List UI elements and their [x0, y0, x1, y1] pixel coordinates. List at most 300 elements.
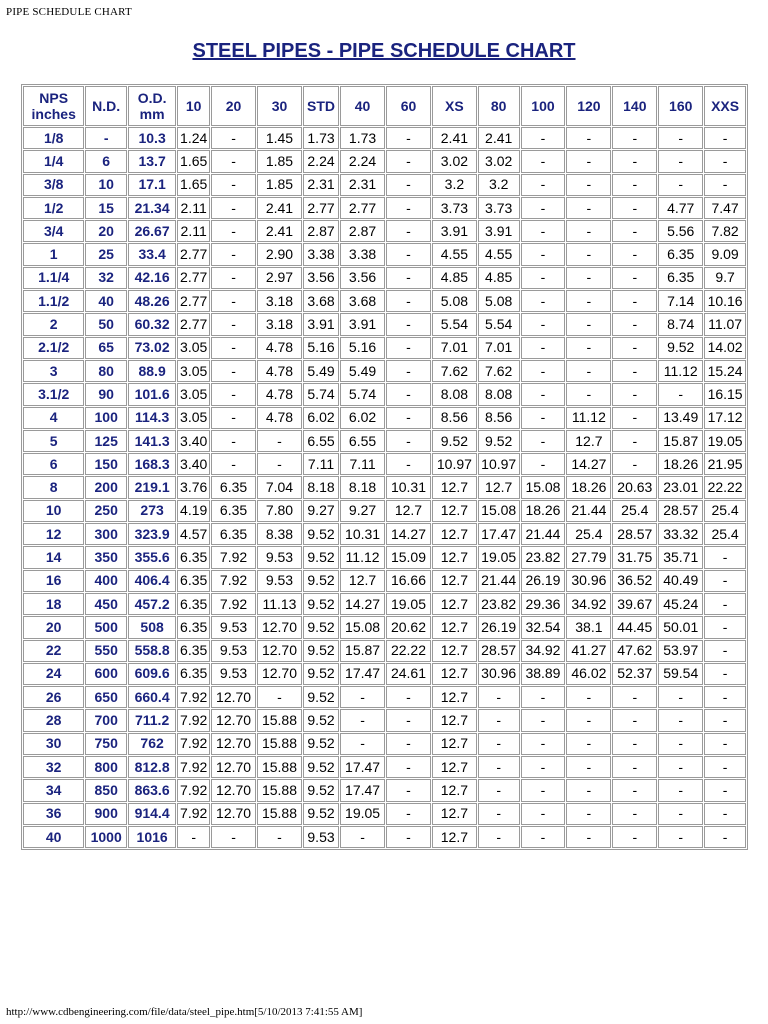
table-row: [23, 546, 746, 568]
table-cell: -: [386, 826, 431, 848]
table-key-cell: 660.4: [128, 686, 176, 708]
table-cell: 32.54: [521, 616, 566, 638]
table-cell: -: [612, 430, 657, 452]
table-row: [23, 756, 746, 778]
table-body: [23, 127, 746, 848]
table-cell: 26.19: [521, 570, 566, 592]
table-cell: 36.52: [612, 570, 657, 592]
table-cell: -: [386, 407, 431, 429]
table-key-cell: 21.34: [128, 197, 176, 219]
table-row: [23, 779, 746, 801]
table-cell: -: [211, 407, 256, 429]
table-cell: 38.1: [566, 616, 611, 638]
table-cell: -: [521, 779, 566, 801]
table-cell: 7.92: [211, 570, 256, 592]
table-cell: 5.16: [303, 337, 339, 359]
table-key-cell: 6: [23, 453, 84, 475]
table-key-cell: 350: [85, 546, 127, 568]
column-header-label: O.D.: [137, 90, 167, 106]
table-key-cell: 914.4: [128, 803, 176, 825]
table-cell: 41.27: [566, 640, 611, 662]
table-row: [23, 616, 746, 638]
table-key-cell: 200: [85, 476, 127, 498]
table-cell: 19.05: [478, 546, 520, 568]
table-cell: -: [211, 360, 256, 382]
table-row: [23, 383, 746, 405]
table-cell: 7.47: [704, 197, 746, 219]
column-header: [566, 86, 611, 126]
table-cell: 12.7: [432, 570, 477, 592]
table-cell: 9.53: [211, 640, 256, 662]
table-cell: -: [566, 290, 611, 312]
table-cell: 12.7: [432, 546, 477, 568]
table-cell: 1.73: [340, 127, 385, 149]
table-cell: 4.85: [432, 267, 477, 289]
table-cell: 6.55: [340, 430, 385, 452]
table-cell: 7.11: [340, 453, 385, 475]
table-key-cell: 150: [85, 453, 127, 475]
table-cell: 6.35: [177, 546, 210, 568]
table-key-cell: 323.9: [128, 523, 176, 545]
table-cell: 1.24: [177, 127, 210, 149]
column-header: [340, 86, 385, 126]
table-cell: -: [386, 313, 431, 335]
table-cell: -: [386, 779, 431, 801]
table-cell: 8.18: [303, 476, 339, 498]
table-cell: 6.35: [658, 243, 703, 265]
table-cell: 12.70: [257, 663, 302, 685]
table-cell: 3.91: [432, 220, 477, 242]
table-cell: 5.54: [478, 313, 520, 335]
table-cell: -: [612, 313, 657, 335]
table-cell: 15.08: [478, 500, 520, 522]
table-cell: 8.74: [658, 313, 703, 335]
table-cell: -: [566, 220, 611, 242]
table-cell: 24.61: [386, 663, 431, 685]
table-cell: 25.4: [704, 523, 746, 545]
table-cell: 34.92: [566, 593, 611, 615]
table-cell: 19.05: [386, 593, 431, 615]
table-cell: -: [612, 150, 657, 172]
table-cell: 6.55: [303, 430, 339, 452]
table-cell: -: [704, 150, 746, 172]
table-cell: 12.7: [432, 476, 477, 498]
table-cell: 9.52: [303, 779, 339, 801]
table-key-cell: 20: [85, 220, 127, 242]
table-cell: -: [386, 430, 431, 452]
table-key-cell: 355.6: [128, 546, 176, 568]
table-cell: 1.65: [177, 150, 210, 172]
table-cell: 23.82: [478, 593, 520, 615]
table-cell: -: [521, 174, 566, 196]
table-cell: 4.77: [658, 197, 703, 219]
table-key-cell: 20: [23, 616, 84, 638]
table-cell: 12.7: [432, 593, 477, 615]
table-cell: 12.70: [211, 686, 256, 708]
table-key-cell: 600: [85, 663, 127, 685]
table-cell: -: [211, 127, 256, 149]
table-cell: -: [566, 337, 611, 359]
table-cell: -: [612, 290, 657, 312]
table-cell: 2.77: [340, 197, 385, 219]
table-cell: 5.49: [340, 360, 385, 382]
table-cell: 21.95: [704, 453, 746, 475]
table-cell: -: [566, 756, 611, 778]
table-cell: -: [704, 663, 746, 685]
table-row: [23, 733, 746, 755]
table-key-cell: 33.4: [128, 243, 176, 265]
table-key-cell: -: [85, 127, 127, 149]
table-cell: 3.68: [340, 290, 385, 312]
table-cell: -: [612, 756, 657, 778]
table-cell: 9.27: [340, 500, 385, 522]
table-cell: 9.53: [211, 616, 256, 638]
table-cell: 28.57: [612, 523, 657, 545]
table-cell: -: [704, 593, 746, 615]
table-cell: 12.7: [386, 500, 431, 522]
table-key-cell: 22: [23, 640, 84, 662]
table-cell: 4.78: [257, 360, 302, 382]
table-cell: -: [211, 453, 256, 475]
table-cell: -: [386, 267, 431, 289]
table-cell: 7.11: [303, 453, 339, 475]
table-cell: 34.92: [521, 640, 566, 662]
table-cell: 6.35: [177, 663, 210, 685]
table-cell: 14.27: [386, 523, 431, 545]
table-key-cell: 800: [85, 756, 127, 778]
table-key-cell: 508: [128, 616, 176, 638]
table-key-cell: 273: [128, 500, 176, 522]
table-key-cell: 300: [85, 523, 127, 545]
table-cell: -: [566, 826, 611, 848]
table-cell: 3.73: [478, 197, 520, 219]
table-row: [23, 313, 746, 335]
table-cell: -: [211, 430, 256, 452]
table-cell: -: [566, 360, 611, 382]
table-cell: -: [704, 616, 746, 638]
table-cell: 3.38: [340, 243, 385, 265]
table-cell: -: [211, 267, 256, 289]
table-row: [23, 570, 746, 592]
table-cell: 12.7: [432, 709, 477, 731]
table-cell: 12.7: [432, 826, 477, 848]
table-key-cell: 3: [23, 360, 84, 382]
table-cell: 8.18: [340, 476, 385, 498]
table-key-cell: 15: [85, 197, 127, 219]
table-cell: 28.57: [478, 640, 520, 662]
table-row: [23, 150, 746, 172]
table-cell: -: [386, 360, 431, 382]
table-cell: 20.63: [612, 476, 657, 498]
table-cell: -: [211, 197, 256, 219]
table-key-cell: 12: [23, 523, 84, 545]
table-cell: -: [386, 243, 431, 265]
table-cell: -: [612, 453, 657, 475]
table-key-cell: 558.8: [128, 640, 176, 662]
table-key-cell: 2.1/2: [23, 337, 84, 359]
column-header-label: NPS: [39, 90, 69, 106]
table-cell: -: [386, 290, 431, 312]
table-cell: 2.31: [303, 174, 339, 196]
table-cell: 3.91: [303, 313, 339, 335]
table-cell: 2.77: [303, 197, 339, 219]
table-cell: 9.52: [303, 733, 339, 755]
table-cell: -: [386, 220, 431, 242]
table-cell: 2.41: [257, 197, 302, 219]
table-cell: 7.92: [211, 546, 256, 568]
table-cell: 1.73: [303, 127, 339, 149]
table-key-cell: 16: [23, 570, 84, 592]
table-cell: -: [521, 150, 566, 172]
table-cell: -: [340, 826, 385, 848]
table-header-row: [23, 86, 746, 126]
table-cell: 4.78: [257, 407, 302, 429]
table-key-cell: 141.3: [128, 430, 176, 452]
table-cell: -: [521, 826, 566, 848]
table-cell: -: [566, 197, 611, 219]
table-cell: 5.49: [303, 360, 339, 382]
table-cell: -: [704, 640, 746, 662]
table-cell: 12.7: [432, 523, 477, 545]
table-cell: 3.73: [432, 197, 477, 219]
table-key-cell: 1/2: [23, 197, 84, 219]
column-header: [658, 86, 703, 126]
table-cell: 9.52: [303, 640, 339, 662]
table-cell: 12.70: [211, 733, 256, 755]
column-header: [211, 86, 256, 126]
table-cell: 7.04: [257, 476, 302, 498]
table-cell: 7.92: [177, 686, 210, 708]
column-header-label: 20: [225, 98, 242, 114]
table-cell: -: [521, 407, 566, 429]
table-key-cell: 250: [85, 500, 127, 522]
table-cell: 31.75: [612, 546, 657, 568]
column-header: [432, 86, 477, 126]
column-header: [386, 86, 431, 126]
table-row: [23, 686, 746, 708]
table-cell: -: [521, 360, 566, 382]
table-cell: -: [704, 709, 746, 731]
column-header: [612, 86, 657, 126]
table-cell: 3.18: [257, 313, 302, 335]
table-key-cell: 1000: [85, 826, 127, 848]
column-header: [478, 86, 520, 126]
table-row: [23, 337, 746, 359]
table-key-cell: 3.1/2: [23, 383, 84, 405]
table-row: [23, 407, 746, 429]
table-cell: -: [521, 337, 566, 359]
table-cell: 7.82: [704, 220, 746, 242]
table-key-cell: 32: [23, 756, 84, 778]
column-header-label: inches: [31, 106, 76, 122]
table-cell: -: [704, 570, 746, 592]
table-cell: 9.53: [257, 546, 302, 568]
table-cell: 4.19: [177, 500, 210, 522]
table-cell: 14.27: [340, 593, 385, 615]
page-title: STEEL PIPES - PIPE SCHEDULE CHART: [192, 40, 576, 62]
pipe-schedule-table: [21, 84, 748, 850]
table-cell: 2.41: [478, 127, 520, 149]
table-cell: -: [521, 267, 566, 289]
table-cell: 3.2: [432, 174, 477, 196]
table-cell: -: [521, 430, 566, 452]
table-key-cell: 4: [23, 407, 84, 429]
table-cell: -: [521, 733, 566, 755]
table-cell: 29.36: [521, 593, 566, 615]
table-cell: -: [658, 803, 703, 825]
table-row: [23, 127, 746, 149]
table-cell: -: [386, 174, 431, 196]
table-cell: -: [566, 127, 611, 149]
table-cell: -: [521, 709, 566, 731]
table-cell: 9.27: [303, 500, 339, 522]
table-cell: -: [211, 243, 256, 265]
column-header: [521, 86, 566, 126]
table-cell: 52.37: [612, 663, 657, 685]
table-key-cell: 3/8: [23, 174, 84, 196]
table-cell: 33.32: [658, 523, 703, 545]
table-cell: 10.97: [478, 453, 520, 475]
table-key-cell: 609.6: [128, 663, 176, 685]
table-cell: 13.49: [658, 407, 703, 429]
table-cell: 19.05: [340, 803, 385, 825]
table-cell: -: [521, 220, 566, 242]
table-cell: 7.92: [211, 593, 256, 615]
column-header-label: 140: [623, 98, 647, 114]
table-cell: 39.67: [612, 593, 657, 615]
table-cell: 7.01: [432, 337, 477, 359]
table-cell: 7.80: [257, 500, 302, 522]
table-cell: 10.31: [386, 476, 431, 498]
table-cell: 2.11: [177, 197, 210, 219]
table-cell: 4.55: [478, 243, 520, 265]
table-cell: 7.92: [177, 709, 210, 731]
table-cell: -: [386, 756, 431, 778]
table-cell: 9.52: [303, 570, 339, 592]
table-row: [23, 220, 746, 242]
table-key-cell: 50: [85, 313, 127, 335]
table-cell: 4.85: [478, 267, 520, 289]
table-cell: -: [211, 150, 256, 172]
column-header: [257, 86, 302, 126]
table-cell: 7.62: [478, 360, 520, 382]
table-cell: -: [386, 733, 431, 755]
table-cell: -: [521, 803, 566, 825]
table-cell: -: [521, 243, 566, 265]
table-cell: -: [566, 709, 611, 731]
table-cell: -: [612, 197, 657, 219]
table-cell: 9.52: [303, 523, 339, 545]
table-key-cell: 650: [85, 686, 127, 708]
table-cell: -: [340, 733, 385, 755]
table-key-cell: 65: [85, 337, 127, 359]
table-cell: 11.12: [658, 360, 703, 382]
table-cell: 15.88: [257, 756, 302, 778]
table-cell: -: [612, 826, 657, 848]
table-cell: 6.02: [303, 407, 339, 429]
table-cell: -: [211, 383, 256, 405]
table-key-cell: 168.3: [128, 453, 176, 475]
table-cell: 12.7: [340, 570, 385, 592]
table-cell: 5.16: [340, 337, 385, 359]
table-cell: -: [612, 686, 657, 708]
table-key-cell: 25: [85, 243, 127, 265]
table-cell: -: [478, 756, 520, 778]
table-cell: 6.02: [340, 407, 385, 429]
table-cell: -: [386, 197, 431, 219]
table-key-cell: 42.16: [128, 267, 176, 289]
table-cell: -: [704, 803, 746, 825]
table-key-cell: 18: [23, 593, 84, 615]
table-cell: 9.52: [303, 663, 339, 685]
table-cell: 6.35: [211, 500, 256, 522]
table-key-cell: 700: [85, 709, 127, 731]
table-cell: -: [257, 453, 302, 475]
table-cell: 21.44: [478, 570, 520, 592]
table-cell: 25.4: [612, 500, 657, 522]
table-cell: -: [612, 243, 657, 265]
table-key-cell: 73.02: [128, 337, 176, 359]
table-cell: 16.66: [386, 570, 431, 592]
table-cell: -: [612, 383, 657, 405]
table-cell: 12.7: [432, 686, 477, 708]
table-cell: -: [566, 313, 611, 335]
table-cell: 15.87: [658, 430, 703, 452]
column-header-label: XXS: [711, 98, 740, 114]
table-cell: 3.76: [177, 476, 210, 498]
table-cell: 9.53: [303, 826, 339, 848]
table-cell: 11.13: [257, 593, 302, 615]
table-key-cell: 101.6: [128, 383, 176, 405]
table-cell: -: [521, 313, 566, 335]
table-row: [23, 709, 746, 731]
table-key-cell: 10: [85, 174, 127, 196]
table-cell: 7.92: [177, 803, 210, 825]
table-cell: 9.52: [303, 803, 339, 825]
table-cell: 3.38: [303, 243, 339, 265]
column-header-label: mm: [139, 106, 165, 122]
table-cell: -: [704, 733, 746, 755]
table-cell: 44.45: [612, 616, 657, 638]
table-cell: -: [386, 453, 431, 475]
table-row: [23, 197, 746, 219]
column-header: [177, 86, 210, 126]
table-cell: -: [704, 546, 746, 568]
table-cell: 6.35: [177, 570, 210, 592]
table-cell: 12.70: [257, 640, 302, 662]
table-key-cell: 1/4: [23, 150, 84, 172]
table-cell: 3.68: [303, 290, 339, 312]
table-row: [23, 290, 746, 312]
column-header-label: 100: [531, 98, 555, 114]
table-cell: 26.19: [478, 616, 520, 638]
table-cell: 2.41: [257, 220, 302, 242]
table-cell: 7.92: [177, 733, 210, 755]
table-cell: 11.12: [566, 407, 611, 429]
table-cell: -: [521, 290, 566, 312]
table-cell: 30.96: [478, 663, 520, 685]
table-cell: -: [612, 779, 657, 801]
table-cell: 12.70: [211, 709, 256, 731]
table-cell: 50.01: [658, 616, 703, 638]
table-cell: 6.35: [211, 523, 256, 545]
table-cell: 38.89: [521, 663, 566, 685]
table-cell: 25.4: [704, 500, 746, 522]
table-cell: 2.87: [340, 220, 385, 242]
table-cell: 3.40: [177, 453, 210, 475]
table-cell: 3.05: [177, 383, 210, 405]
table-key-cell: 88.9: [128, 360, 176, 382]
